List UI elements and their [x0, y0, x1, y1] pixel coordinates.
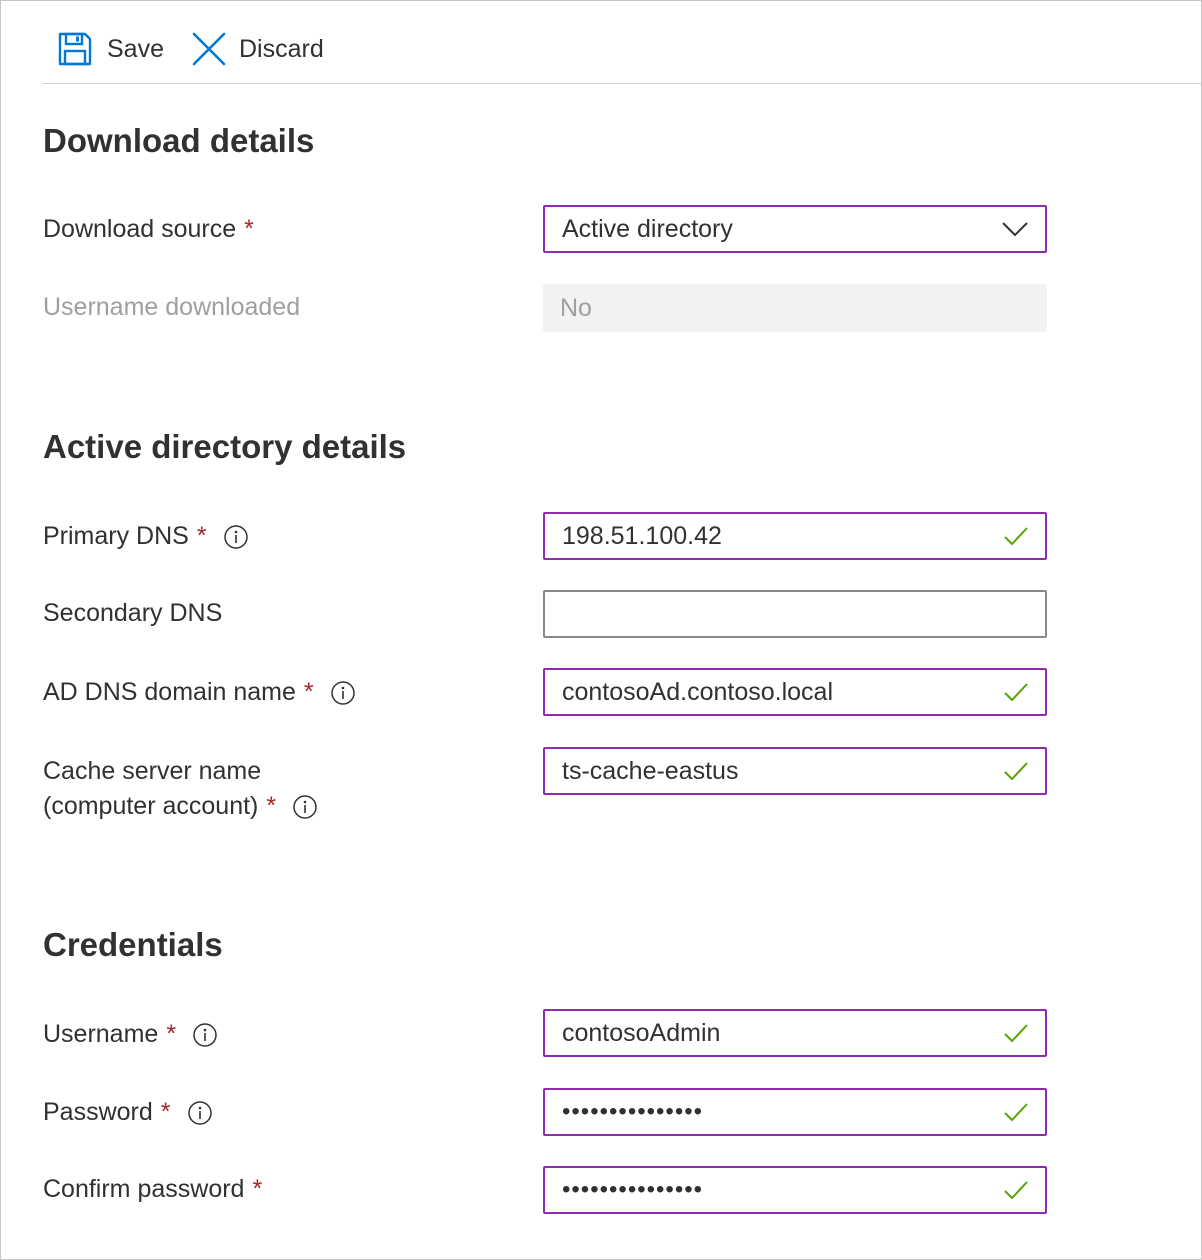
credentials-heading: Credentials	[43, 926, 223, 963]
download-source-label	[43, 212, 254, 247]
info-icon[interactable]	[187, 1100, 213, 1126]
close-icon	[191, 31, 227, 67]
ad-dns-domain-name-input[interactable]	[543, 668, 1047, 716]
cache-server-name-label-text-line1: Cache server name	[43, 757, 262, 785]
secondary-dns-label	[43, 596, 222, 631]
cache-server-name-label-line2	[43, 789, 318, 824]
username-value: contosoAdmin	[562, 1018, 721, 1047]
check-icon	[1003, 1177, 1029, 1203]
info-icon[interactable]	[330, 680, 356, 706]
discard-button[interactable]	[191, 27, 324, 71]
ad-dns-domain-name-label	[43, 675, 356, 710]
discard-button-label: Discard	[239, 34, 324, 63]
primary-dns-label	[43, 519, 249, 554]
username-downloaded-label	[43, 290, 300, 325]
password-label-text: Password	[43, 1098, 153, 1126]
primary-dns-value: 198.51.100.42	[562, 521, 722, 550]
required-mark: *	[244, 215, 254, 243]
required-mark: *	[303, 678, 314, 706]
save-button-label: Save	[107, 34, 164, 63]
info-icon[interactable]	[223, 524, 249, 550]
primary-dns-input[interactable]	[543, 512, 1047, 560]
username-downloaded-label-text: Username downloaded	[43, 293, 301, 321]
info-icon[interactable]	[192, 1022, 218, 1048]
confirm-password-value: •••••••••••••••	[562, 1176, 704, 1203]
required-mark: *	[196, 522, 207, 550]
secondary-dns-label-text: Secondary DNS	[43, 599, 223, 627]
password-value: •••••••••••••••	[562, 1098, 704, 1125]
username-downloaded-value: No	[560, 293, 592, 322]
check-icon	[1003, 679, 1029, 705]
username-downloaded-field	[543, 284, 1047, 332]
cache-server-name-input[interactable]	[543, 747, 1047, 795]
command-bar	[43, 1, 1201, 84]
required-mark: *	[166, 1020, 177, 1048]
check-icon	[1003, 1099, 1029, 1125]
chevron-down-icon	[1001, 215, 1029, 243]
secondary-dns-input[interactable]	[543, 590, 1047, 638]
confirm-password-label	[43, 1172, 262, 1207]
ad-dns-domain-name-label-text: AD DNS domain name	[43, 678, 296, 706]
confirm-password-label-text: Confirm password	[43, 1175, 245, 1203]
username-input[interactable]	[543, 1009, 1047, 1057]
download-source-label-text: Download source	[43, 215, 237, 243]
password-label	[43, 1095, 213, 1130]
cache-server-name-value: ts-cache-eastus	[562, 756, 739, 785]
check-icon	[1003, 758, 1029, 784]
check-icon	[1003, 1020, 1029, 1046]
info-icon[interactable]	[292, 794, 318, 820]
confirm-password-input[interactable]	[543, 1166, 1047, 1214]
download-source-dropdown[interactable]	[543, 205, 1047, 253]
active-directory-details-heading: Active directory details	[43, 428, 407, 465]
primary-dns-label-text: Primary DNS	[43, 522, 189, 550]
required-mark: *	[160, 1098, 171, 1126]
password-input[interactable]	[543, 1088, 1047, 1136]
ad-dns-domain-name-value: contosoAd.contoso.local	[562, 677, 834, 706]
username-label-text: Username	[43, 1020, 159, 1048]
save-icon	[57, 31, 93, 67]
cache-server-name-label-line1	[43, 754, 261, 789]
required-mark: *	[252, 1175, 263, 1203]
check-icon	[1003, 523, 1029, 549]
cache-server-name-label-text-line2: (computer account)	[43, 792, 259, 820]
download-source-value: Active directory	[562, 214, 733, 243]
save-button[interactable]	[57, 27, 164, 71]
download-details-heading: Download details	[43, 122, 315, 159]
required-mark: *	[266, 792, 277, 820]
username-label	[43, 1017, 218, 1052]
